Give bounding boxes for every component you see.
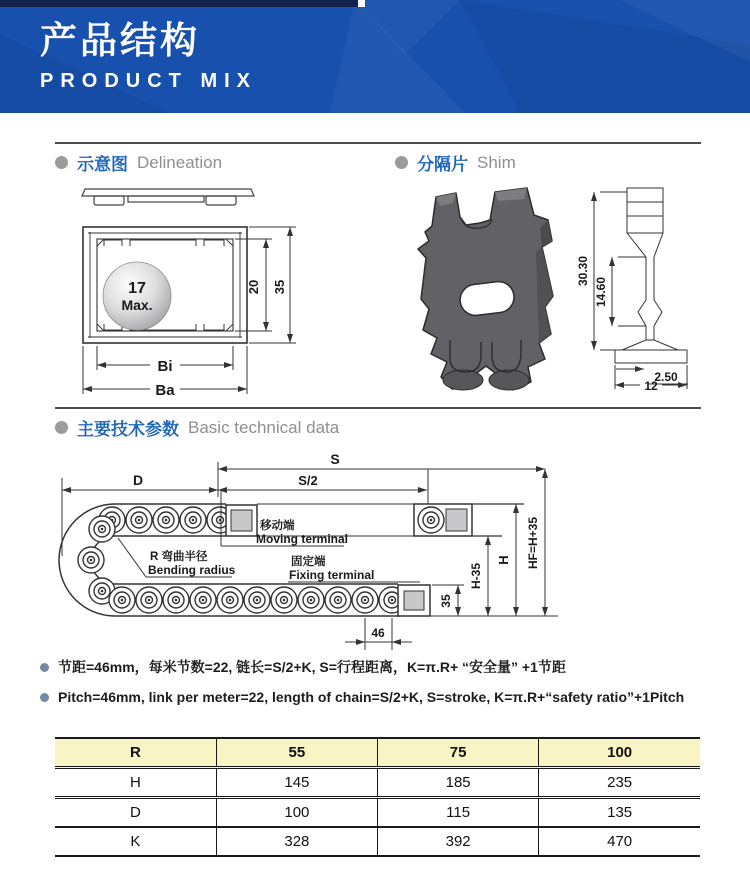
section-divider-1 xyxy=(55,142,701,144)
delineation-diagram xyxy=(50,180,360,402)
dim-inner-height-label: 20 xyxy=(246,279,261,295)
top-accent-notch xyxy=(358,0,365,7)
ball-max-label: Max. xyxy=(121,297,153,313)
note-en xyxy=(40,689,684,705)
section-title-zh: 示意图 xyxy=(77,155,128,174)
row-label: H xyxy=(55,768,216,798)
table-header-cell: R xyxy=(55,738,216,768)
page-title-en: PRODUCT MIX xyxy=(40,69,257,92)
dim-outer-width-label: Ba xyxy=(155,382,175,399)
note-bullet-icon xyxy=(40,663,49,672)
bending-radius-label-en: Bending radius xyxy=(148,563,236,577)
section-title-en: Basic technical data xyxy=(188,417,340,437)
bullet-icon xyxy=(55,156,68,169)
table-row xyxy=(55,798,700,828)
table-cell: 235 xyxy=(539,768,700,798)
note-en-text: Pitch=46mm, link per meter=22, length of chain=S/2+K, S=stroke, K=π.R+“safety ratio”+1Pitch xyxy=(58,689,685,705)
shim-diagram xyxy=(385,178,720,402)
note-bullet-icon xyxy=(40,693,49,702)
shim-mid-height-label: 14.60 xyxy=(594,276,608,308)
top-accent-bar xyxy=(0,0,358,7)
dim-hf-label: HF=H+35 xyxy=(526,516,540,570)
moving-terminal-label-zh: 移动端 xyxy=(260,520,295,532)
dim-link-height-label: 35 xyxy=(439,594,453,608)
table-header-cell: 75 xyxy=(378,738,539,768)
table-cell: 145 xyxy=(216,768,377,798)
dim-s-label: S xyxy=(330,451,340,467)
carrier-lid-profile xyxy=(82,189,254,205)
fixing-terminal-label-en: Fixing terminal xyxy=(289,568,375,582)
shim-side-view xyxy=(615,188,687,363)
dim-d-label: D xyxy=(132,472,144,488)
chain-diagram xyxy=(40,448,730,654)
banner xyxy=(0,0,750,113)
shim-height-label: 30.30 xyxy=(576,255,590,287)
section-title-en: Delineation xyxy=(137,152,223,172)
section-header-delineation xyxy=(55,150,222,175)
bullet-icon xyxy=(395,156,408,169)
page-title-zh: 产品结构 xyxy=(40,20,200,61)
row-label: K xyxy=(55,827,216,856)
section-header-shim xyxy=(395,150,516,175)
table-cell: 328 xyxy=(216,827,377,856)
detached-terminal-block xyxy=(414,504,524,536)
dim-h-minus-35-label: H-35 xyxy=(469,562,483,590)
section-header-technical xyxy=(55,415,339,440)
section-divider-2 xyxy=(55,407,701,409)
dim-outer-height-label: 35 xyxy=(272,279,287,295)
shim-dimension-lines xyxy=(594,192,688,389)
table-cell: 392 xyxy=(378,827,539,856)
dim-inner-width-label: Bi xyxy=(157,358,173,375)
bullet-icon xyxy=(55,421,68,434)
table-row xyxy=(55,827,700,856)
fixing-terminal-block xyxy=(398,585,430,616)
bending-radius-label-zh: R 弯曲半径 xyxy=(150,551,208,563)
table-cell: 135 xyxy=(539,798,700,828)
table-cell: 185 xyxy=(378,768,539,798)
table-header-cell: 55 xyxy=(216,738,377,768)
table-cell: 115 xyxy=(378,798,539,828)
table-header-cell: 100 xyxy=(539,738,700,768)
shim-base-width-label: 12 xyxy=(644,379,658,393)
banner-text xyxy=(40,20,257,93)
fixing-terminal-label-zh: 固定端 xyxy=(291,556,326,568)
note-zh xyxy=(40,657,566,677)
shim-3d-part xyxy=(418,188,553,390)
dim-s-half-label: S/2 xyxy=(298,473,318,488)
table-cell: 470 xyxy=(539,827,700,856)
moving-terminal-label-en: Moving terminal xyxy=(256,532,349,546)
spec-table xyxy=(55,737,700,857)
shim-thickness-label: 2.50 xyxy=(654,370,678,384)
section-title-zh: 主要技术参数 xyxy=(77,420,179,439)
row-label: D xyxy=(55,798,216,828)
ball-value-label: 17 xyxy=(128,280,146,297)
moving-terminal-block xyxy=(226,505,257,536)
section-title-zh: 分隔片 xyxy=(417,155,468,174)
table-cell: 100 xyxy=(216,798,377,828)
dim-pitch-label: 46 xyxy=(371,626,385,640)
section-title-en: Shim xyxy=(477,152,516,172)
table-header-row xyxy=(55,738,700,768)
note-zh-text: 节距=46mm，每米节数=22, 链长=S/2+K, S=行程距离，K=π.R+ “安全量” +1节距 xyxy=(58,659,566,675)
dim-h-label: H xyxy=(496,555,511,565)
table-row xyxy=(55,768,700,798)
